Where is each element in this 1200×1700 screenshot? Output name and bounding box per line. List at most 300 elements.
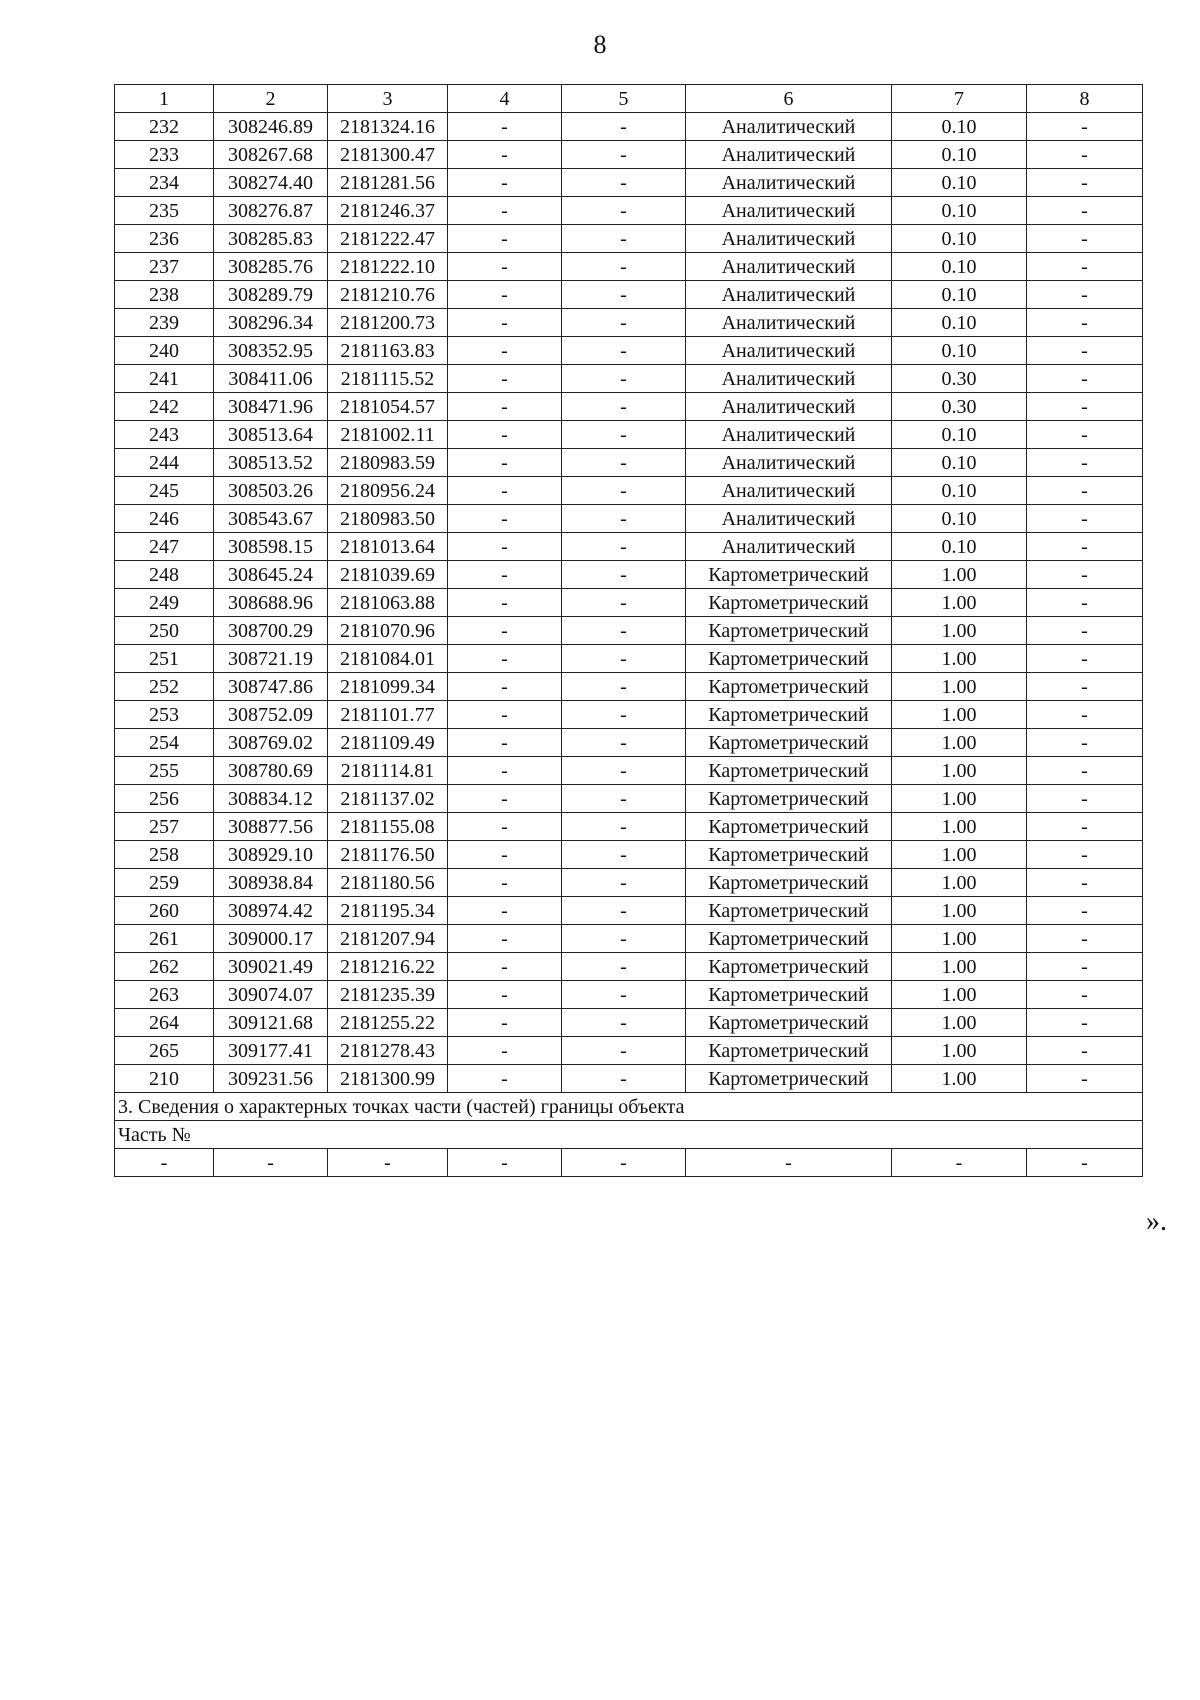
cell-accuracy: 1.00 bbox=[892, 1009, 1027, 1037]
cell-y-coordinate: 2181101.77 bbox=[328, 701, 448, 729]
cell-y-coordinate: 2181300.47 bbox=[328, 141, 448, 169]
cell-col8: - bbox=[1027, 1009, 1143, 1037]
cell-x-coordinate: 309021.49 bbox=[214, 953, 328, 981]
cell-accuracy: 0.10 bbox=[892, 505, 1027, 533]
cell-method: Аналитический bbox=[686, 225, 892, 253]
table-row bbox=[115, 897, 1143, 925]
cell-accuracy: 0.10 bbox=[892, 169, 1027, 197]
cell-method: Картометрический bbox=[686, 701, 892, 729]
cell-point-number: 249 bbox=[115, 589, 214, 617]
table-row bbox=[115, 337, 1143, 365]
cell-point-number: 237 bbox=[115, 253, 214, 281]
cell-point-number: 253 bbox=[115, 701, 214, 729]
cell-accuracy: - bbox=[892, 1149, 1027, 1177]
cell-point-number: 265 bbox=[115, 1037, 214, 1065]
cell-method: Картометрический bbox=[686, 1009, 892, 1037]
cell-x-coordinate: 308285.76 bbox=[214, 253, 328, 281]
cell-point-number: 255 bbox=[115, 757, 214, 785]
table-row bbox=[115, 701, 1143, 729]
cell-col5: - bbox=[562, 197, 686, 225]
cell-col8: - bbox=[1027, 421, 1143, 449]
cell-y-coordinate: 2181099.34 bbox=[328, 673, 448, 701]
cell-accuracy: 0.10 bbox=[892, 449, 1027, 477]
cell-y-coordinate: 2181300.99 bbox=[328, 1065, 448, 1093]
cell-col8: - bbox=[1027, 1149, 1143, 1177]
cell-col8: 8 bbox=[1027, 85, 1143, 113]
cell-accuracy: 0.30 bbox=[892, 393, 1027, 421]
cell-col5: - bbox=[562, 645, 686, 673]
cell-col5: - bbox=[562, 1149, 686, 1177]
cell-point-number: 264 bbox=[115, 1009, 214, 1037]
cell-x-coordinate: 308543.67 bbox=[214, 505, 328, 533]
cell-accuracy: 7 bbox=[892, 85, 1027, 113]
cell-col8: - bbox=[1027, 197, 1143, 225]
cell-accuracy: 0.30 bbox=[892, 365, 1027, 393]
cell-col4: - bbox=[448, 225, 562, 253]
cell-accuracy: 0.10 bbox=[892, 533, 1027, 561]
cell-col8: - bbox=[1027, 533, 1143, 561]
cell-accuracy: 1.00 bbox=[892, 701, 1027, 729]
cell-method: Картометрический bbox=[686, 1065, 892, 1093]
cell-col5: - bbox=[562, 953, 686, 981]
cell-method: 6 bbox=[686, 85, 892, 113]
cell-method: Картометрический bbox=[686, 729, 892, 757]
cell-col4: - bbox=[448, 113, 562, 141]
part-label-row bbox=[115, 1121, 1143, 1149]
cell-col4: - bbox=[448, 393, 562, 421]
cell-point-number: 258 bbox=[115, 841, 214, 869]
cell-point-number: 233 bbox=[115, 141, 214, 169]
cell-accuracy: 0.10 bbox=[892, 477, 1027, 505]
cell-y-coordinate: 2181084.01 bbox=[328, 645, 448, 673]
cell-y-coordinate: 2181216.22 bbox=[328, 953, 448, 981]
cell-col4: - bbox=[448, 281, 562, 309]
cell-point-number: 246 bbox=[115, 505, 214, 533]
cell-accuracy: 1.00 bbox=[892, 785, 1027, 813]
cell-col4: - bbox=[448, 1009, 562, 1037]
cell-method: Аналитический bbox=[686, 449, 892, 477]
cell-method: Аналитический bbox=[686, 533, 892, 561]
cell-col8: - bbox=[1027, 281, 1143, 309]
table-header-row bbox=[115, 85, 1143, 113]
cell-col8: - bbox=[1027, 589, 1143, 617]
cell-col5: - bbox=[562, 169, 686, 197]
cell-accuracy: 1.00 bbox=[892, 617, 1027, 645]
table-row bbox=[115, 981, 1143, 1009]
cell-method: Картометрический bbox=[686, 673, 892, 701]
cell-point-number: 254 bbox=[115, 729, 214, 757]
cell-y-coordinate: 2181200.73 bbox=[328, 309, 448, 337]
cell-y-coordinate: 2181210.76 bbox=[328, 281, 448, 309]
cell-col5: - bbox=[562, 757, 686, 785]
cell-col5: - bbox=[562, 729, 686, 757]
cell-point-number: 210 bbox=[115, 1065, 214, 1093]
table-row bbox=[115, 785, 1143, 813]
cell-accuracy: 1.00 bbox=[892, 1065, 1027, 1093]
cell-y-coordinate: 2181039.69 bbox=[328, 561, 448, 589]
cell-method: Аналитический bbox=[686, 253, 892, 281]
cell-col5: - bbox=[562, 841, 686, 869]
cell-col5: - bbox=[562, 589, 686, 617]
cell-x-coordinate: 308688.96 bbox=[214, 589, 328, 617]
cell-method: Картометрический bbox=[686, 589, 892, 617]
cell-method: Аналитический bbox=[686, 393, 892, 421]
cell-col4: - bbox=[448, 421, 562, 449]
cell-col5: - bbox=[562, 1037, 686, 1065]
table-row bbox=[115, 365, 1143, 393]
cell-col4: - bbox=[448, 477, 562, 505]
cell-y-coordinate: 2181180.56 bbox=[328, 869, 448, 897]
cell-method: Картометрический bbox=[686, 645, 892, 673]
cell-x-coordinate: 308769.02 bbox=[214, 729, 328, 757]
table-row bbox=[115, 841, 1143, 869]
cell-point-number: 247 bbox=[115, 533, 214, 561]
cell-col4: - bbox=[448, 953, 562, 981]
cell-method: Аналитический bbox=[686, 365, 892, 393]
cell-x-coordinate: 308513.64 bbox=[214, 421, 328, 449]
table-row bbox=[115, 197, 1143, 225]
cell-x-coordinate: 308752.09 bbox=[214, 701, 328, 729]
cell-point-number: 1 bbox=[115, 85, 214, 113]
table-row bbox=[115, 673, 1143, 701]
cell-accuracy: 1.00 bbox=[892, 813, 1027, 841]
cell-accuracy: 0.10 bbox=[892, 197, 1027, 225]
table-row bbox=[115, 561, 1143, 589]
cell-col4: - bbox=[448, 1065, 562, 1093]
cell-x-coordinate: 308274.40 bbox=[214, 169, 328, 197]
cell-col5: - bbox=[562, 1065, 686, 1093]
table-row bbox=[115, 729, 1143, 757]
cell-col4: - bbox=[448, 757, 562, 785]
cell-col8: - bbox=[1027, 673, 1143, 701]
cell-y-coordinate: 2180983.50 bbox=[328, 505, 448, 533]
cell-y-coordinate: 2181109.49 bbox=[328, 729, 448, 757]
cell-accuracy: 0.10 bbox=[892, 337, 1027, 365]
cell-col8: - bbox=[1027, 505, 1143, 533]
cell-point-number: 239 bbox=[115, 309, 214, 337]
cell-point-number: 236 bbox=[115, 225, 214, 253]
cell-col4: - bbox=[448, 925, 562, 953]
cell-point-number: 235 bbox=[115, 197, 214, 225]
cell-col4: - bbox=[448, 785, 562, 813]
cell-x-coordinate: 308834.12 bbox=[214, 785, 328, 813]
cell-y-coordinate: 2181070.96 bbox=[328, 617, 448, 645]
cell-point-number: 234 bbox=[115, 169, 214, 197]
cell-method: Аналитический bbox=[686, 505, 892, 533]
cell-method: Картометрический bbox=[686, 757, 892, 785]
cell-y-coordinate: 2181115.52 bbox=[328, 365, 448, 393]
cell-x-coordinate: 308974.42 bbox=[214, 897, 328, 925]
cell-x-coordinate: 308598.15 bbox=[214, 533, 328, 561]
cell-accuracy: 1.00 bbox=[892, 589, 1027, 617]
cell-point-number: 263 bbox=[115, 981, 214, 1009]
cell-accuracy: 1.00 bbox=[892, 841, 1027, 869]
cell-x-coordinate: 309177.41 bbox=[214, 1037, 328, 1065]
cell-point-number: 232 bbox=[115, 113, 214, 141]
cell-method: Аналитический bbox=[686, 113, 892, 141]
cell-col4: 4 bbox=[448, 85, 562, 113]
cell-col8: - bbox=[1027, 925, 1143, 953]
cell-point-number: 238 bbox=[115, 281, 214, 309]
cell-y-coordinate: 2181063.88 bbox=[328, 589, 448, 617]
cell-col5: - bbox=[562, 253, 686, 281]
cell-accuracy: 0.10 bbox=[892, 281, 1027, 309]
cell-col8: - bbox=[1027, 981, 1143, 1009]
cell-point-number: 259 bbox=[115, 869, 214, 897]
cell-y-coordinate: 2181281.56 bbox=[328, 169, 448, 197]
table-row bbox=[115, 281, 1143, 309]
cell-col5: - bbox=[562, 113, 686, 141]
cell-point-number: 241 bbox=[115, 365, 214, 393]
cell-col8: - bbox=[1027, 785, 1143, 813]
table-row bbox=[115, 449, 1143, 477]
cell-col5: - bbox=[562, 1009, 686, 1037]
cell-col4: - bbox=[448, 505, 562, 533]
cell-col8: - bbox=[1027, 113, 1143, 141]
table-body bbox=[115, 85, 1143, 1177]
cell-col4: - bbox=[448, 813, 562, 841]
cell-method: Аналитический bbox=[686, 169, 892, 197]
cell-y-coordinate: 2181137.02 bbox=[328, 785, 448, 813]
part-label-row-cell: Часть № bbox=[115, 1121, 1143, 1149]
cell-accuracy: 1.00 bbox=[892, 981, 1027, 1009]
cell-x-coordinate: 308721.19 bbox=[214, 645, 328, 673]
cell-y-coordinate: 2181246.37 bbox=[328, 197, 448, 225]
cell-col8: - bbox=[1027, 869, 1143, 897]
cell-method: Картометрический bbox=[686, 617, 892, 645]
empty-data-row bbox=[115, 1149, 1143, 1177]
cell-y-coordinate: 2180956.24 bbox=[328, 477, 448, 505]
cell-y-coordinate: 2181054.57 bbox=[328, 393, 448, 421]
cell-col8: - bbox=[1027, 225, 1143, 253]
cell-x-coordinate: 308285.83 bbox=[214, 225, 328, 253]
cell-x-coordinate: 2 bbox=[214, 85, 328, 113]
cell-col4: - bbox=[448, 1149, 562, 1177]
cell-col8: - bbox=[1027, 337, 1143, 365]
cell-method: Картометрический bbox=[686, 1037, 892, 1065]
cell-method: Картометрический bbox=[686, 785, 892, 813]
cell-x-coordinate: 308276.87 bbox=[214, 197, 328, 225]
cell-col4: - bbox=[448, 365, 562, 393]
cell-col8: - bbox=[1027, 393, 1143, 421]
cell-point-number: 251 bbox=[115, 645, 214, 673]
cell-col5: - bbox=[562, 225, 686, 253]
page-number: 8 bbox=[593, 30, 607, 59]
cell-col4: - bbox=[448, 673, 562, 701]
cell-x-coordinate: 308877.56 bbox=[214, 813, 328, 841]
cell-col5: - bbox=[562, 337, 686, 365]
table-row bbox=[115, 169, 1143, 197]
cell-x-coordinate: 308938.84 bbox=[214, 869, 328, 897]
table-row bbox=[115, 141, 1143, 169]
cell-col8: - bbox=[1027, 1065, 1143, 1093]
cell-col8: - bbox=[1027, 897, 1143, 925]
cell-accuracy: 0.10 bbox=[892, 309, 1027, 337]
cell-x-coordinate: 308246.89 bbox=[214, 113, 328, 141]
cell-x-coordinate: 308700.29 bbox=[214, 617, 328, 645]
cell-col4: - bbox=[448, 981, 562, 1009]
cell-accuracy: 0.10 bbox=[892, 225, 1027, 253]
cell-point-number: 260 bbox=[115, 897, 214, 925]
cell-col4: - bbox=[448, 197, 562, 225]
cell-col5: - bbox=[562, 981, 686, 1009]
cell-col4: - bbox=[448, 309, 562, 337]
cell-accuracy: 1.00 bbox=[892, 561, 1027, 589]
cell-col8: - bbox=[1027, 757, 1143, 785]
cell-col5: 5 bbox=[562, 85, 686, 113]
cell-method: Картометрический bbox=[686, 561, 892, 589]
cell-method: Аналитический bbox=[686, 337, 892, 365]
cell-col8: - bbox=[1027, 365, 1143, 393]
table-row bbox=[115, 533, 1143, 561]
cell-y-coordinate: 2181222.10 bbox=[328, 253, 448, 281]
table-row bbox=[115, 505, 1143, 533]
cell-accuracy: 1.00 bbox=[892, 645, 1027, 673]
cell-y-coordinate: 2181235.39 bbox=[328, 981, 448, 1009]
cell-y-coordinate: 2181176.50 bbox=[328, 841, 448, 869]
cell-point-number: 262 bbox=[115, 953, 214, 981]
cell-col8: - bbox=[1027, 449, 1143, 477]
table-row bbox=[115, 925, 1143, 953]
cell-col8: - bbox=[1027, 813, 1143, 841]
cell-method: Картометрический bbox=[686, 813, 892, 841]
cell-col4: - bbox=[448, 449, 562, 477]
cell-accuracy: 0.10 bbox=[892, 253, 1027, 281]
cell-col8: - bbox=[1027, 477, 1143, 505]
cell-col4: - bbox=[448, 589, 562, 617]
table-row bbox=[115, 1037, 1143, 1065]
table-row bbox=[115, 589, 1143, 617]
cell-col4: - bbox=[448, 253, 562, 281]
cell-col5: - bbox=[562, 365, 686, 393]
cell-col5: - bbox=[562, 925, 686, 953]
cell-method: Аналитический bbox=[686, 477, 892, 505]
cell-col5: - bbox=[562, 561, 686, 589]
cell-point-number: 242 bbox=[115, 393, 214, 421]
cell-point-number: 257 bbox=[115, 813, 214, 841]
cell-y-coordinate: 2181222.47 bbox=[328, 225, 448, 253]
cell-col4: - bbox=[448, 533, 562, 561]
cell-method: Аналитический bbox=[686, 421, 892, 449]
cell-y-coordinate: 2181324.16 bbox=[328, 113, 448, 141]
cell-accuracy: 1.00 bbox=[892, 953, 1027, 981]
cell-col4: - bbox=[448, 897, 562, 925]
table-row bbox=[115, 113, 1143, 141]
cell-col8: - bbox=[1027, 617, 1143, 645]
cell-x-coordinate: 308513.52 bbox=[214, 449, 328, 477]
cell-col4: - bbox=[448, 617, 562, 645]
cell-point-number: 240 bbox=[115, 337, 214, 365]
cell-col5: - bbox=[562, 421, 686, 449]
cell-accuracy: 0.10 bbox=[892, 421, 1027, 449]
cell-x-coordinate: 308780.69 bbox=[214, 757, 328, 785]
cell-y-coordinate: 2181207.94 bbox=[328, 925, 448, 953]
cell-col4: - bbox=[448, 141, 562, 169]
cell-x-coordinate: - bbox=[214, 1149, 328, 1177]
table-row bbox=[115, 813, 1143, 841]
cell-col5: - bbox=[562, 281, 686, 309]
cell-x-coordinate: 308296.34 bbox=[214, 309, 328, 337]
table-row bbox=[115, 869, 1143, 897]
cell-y-coordinate: 2181002.11 bbox=[328, 421, 448, 449]
cell-col5: - bbox=[562, 897, 686, 925]
cell-point-number: 248 bbox=[115, 561, 214, 589]
cell-col4: - bbox=[448, 1037, 562, 1065]
cell-accuracy: 1.00 bbox=[892, 729, 1027, 757]
cell-x-coordinate: 308503.26 bbox=[214, 477, 328, 505]
cell-point-number: 261 bbox=[115, 925, 214, 953]
cell-x-coordinate: 309231.56 bbox=[214, 1065, 328, 1093]
cell-point-number: 252 bbox=[115, 673, 214, 701]
table-row bbox=[115, 645, 1143, 673]
cell-accuracy: 1.00 bbox=[892, 757, 1027, 785]
cell-col8: - bbox=[1027, 645, 1143, 673]
cell-x-coordinate: 309074.07 bbox=[214, 981, 328, 1009]
closing-quote: ». bbox=[1146, 1206, 1167, 1237]
cell-method: Аналитический bbox=[686, 141, 892, 169]
cell-y-coordinate: - bbox=[328, 1149, 448, 1177]
cell-col4: - bbox=[448, 561, 562, 589]
table-row bbox=[115, 1065, 1143, 1093]
cell-method: Аналитический bbox=[686, 309, 892, 337]
cell-col5: - bbox=[562, 785, 686, 813]
cell-method: Аналитический bbox=[686, 281, 892, 309]
table-row bbox=[115, 757, 1143, 785]
cell-y-coordinate: 2181255.22 bbox=[328, 1009, 448, 1037]
cell-y-coordinate: 2181163.83 bbox=[328, 337, 448, 365]
cell-col8: - bbox=[1027, 1037, 1143, 1065]
cell-point-number: 245 bbox=[115, 477, 214, 505]
cell-y-coordinate: 2181278.43 bbox=[328, 1037, 448, 1065]
table-row bbox=[115, 953, 1143, 981]
cell-col5: - bbox=[562, 533, 686, 561]
cell-y-coordinate: 2181195.34 bbox=[328, 897, 448, 925]
cell-method: Аналитический bbox=[686, 197, 892, 225]
cell-col8: - bbox=[1027, 141, 1143, 169]
cell-col8: - bbox=[1027, 729, 1143, 757]
cell-col5: - bbox=[562, 617, 686, 645]
cell-col4: - bbox=[448, 869, 562, 897]
cell-y-coordinate: 2180983.59 bbox=[328, 449, 448, 477]
cell-x-coordinate: 308411.06 bbox=[214, 365, 328, 393]
cell-accuracy: 0.10 bbox=[892, 141, 1027, 169]
cell-col4: - bbox=[448, 841, 562, 869]
cell-method: Картометрический bbox=[686, 841, 892, 869]
cell-x-coordinate: 309121.68 bbox=[214, 1009, 328, 1037]
cell-accuracy: 1.00 bbox=[892, 925, 1027, 953]
cell-y-coordinate: 3 bbox=[328, 85, 448, 113]
cell-method: Картометрический bbox=[686, 981, 892, 1009]
cell-accuracy: 1.00 bbox=[892, 1037, 1027, 1065]
cell-col8: - bbox=[1027, 309, 1143, 337]
cell-point-number: - bbox=[115, 1149, 214, 1177]
table-row bbox=[115, 225, 1143, 253]
cell-y-coordinate: 2181114.81 bbox=[328, 757, 448, 785]
table-row bbox=[115, 253, 1143, 281]
cell-col5: - bbox=[562, 477, 686, 505]
cell-col5: - bbox=[562, 673, 686, 701]
coordinates-table bbox=[114, 84, 1143, 1177]
cell-col8: - bbox=[1027, 169, 1143, 197]
table-row bbox=[115, 1009, 1143, 1037]
table-row bbox=[115, 421, 1143, 449]
cell-col5: - bbox=[562, 813, 686, 841]
cell-col8: - bbox=[1027, 841, 1143, 869]
cell-x-coordinate: 308471.96 bbox=[214, 393, 328, 421]
table-row bbox=[115, 393, 1143, 421]
cell-accuracy: 1.00 bbox=[892, 673, 1027, 701]
cell-col4: - bbox=[448, 729, 562, 757]
